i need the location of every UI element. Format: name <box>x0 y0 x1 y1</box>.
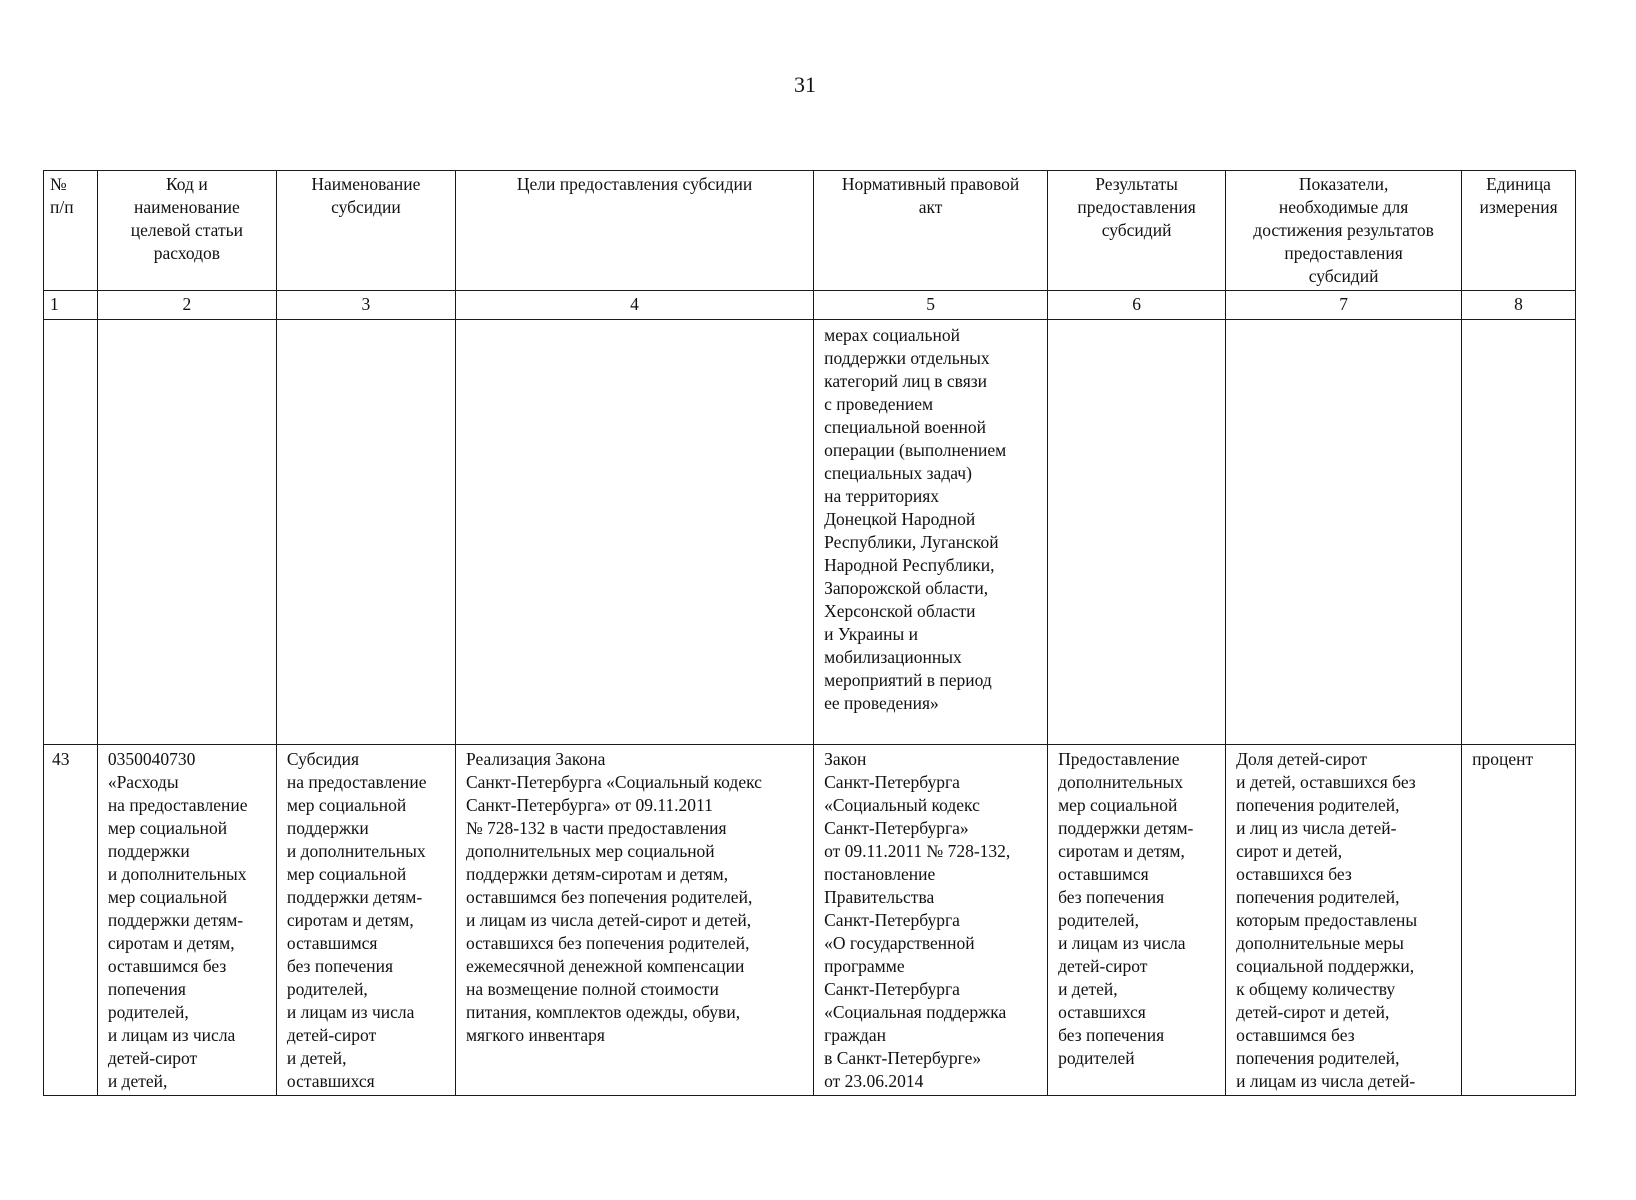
table-cell: Субсидия на предоставление мер социальной поддержки и дополнительных мер социальной поддержки детям- сиротам и детям, оставшимся без попечения родителей, и лицам из числа детей-сирот и детей, оставшихся <box>276 745 455 1096</box>
table-row <box>44 745 1576 1096</box>
table-cell: Предоставление дополнительных мер социальной поддержки детям- сиротам и детям, оставшимся без попечения родителей, и лицам из числа детей-сирот и детей, оставшихся без попечения родителей <box>1048 745 1226 1096</box>
table-cell: Доля детей-сирот и детей, оставшихся без попечения родителей, и лиц из числа детей- сирот и детей, оставшихся без попечения родителей, которым предоставлены дополнительные меры социальной поддержки, к общему количеству детей-сирот и детей, оставшимся без попечения родителей, и лицам из числа детей- <box>1226 745 1462 1096</box>
header-cell-unit: Единица измерения <box>1462 171 1576 291</box>
table-cell <box>1226 320 1462 745</box>
table-cell: Закон Санкт-Петербурга «Социальный кодекс Санкт-Петербурга» от 09.11.2011 № 728-132, постановление Правительства Санкт-Петербурга «О государственной программе Санкт-Петербурга «Социальная поддержка граждан в Санкт-Петербурге» от 23.06.2014 <box>814 745 1048 1096</box>
column-number: 7 <box>1226 291 1462 320</box>
table-cell <box>97 320 276 745</box>
header-cell-code: Код и наименование целевой статьи расходов <box>97 171 276 291</box>
table-cell <box>455 320 813 745</box>
table-row <box>44 320 1576 745</box>
column-number: 4 <box>455 291 813 320</box>
table-cell: 43 <box>44 745 98 1096</box>
column-number: 5 <box>814 291 1048 320</box>
column-number: 3 <box>276 291 455 320</box>
table-cell <box>276 320 455 745</box>
header-cell-results: Результаты предоставления субсидий <box>1048 171 1226 291</box>
header-cell-subsidy-name: Наименование субсидии <box>276 171 455 291</box>
column-number: 8 <box>1462 291 1576 320</box>
subsidy-table <box>43 170 1576 1096</box>
header-cell-goals: Цели предоставления субсидии <box>455 171 813 291</box>
table-cell <box>1048 320 1226 745</box>
header-cell-indicators: Показатели, необходимые для достижения результатов предоставления субсидий <box>1226 171 1462 291</box>
table-cell: Реализация Закона Санкт-Петербурга «Социальный кодекс Санкт-Петербурга» от 09.11.2011 № 728-132 в части предоставления дополнительных мер социальной поддержки детям-сиротам и детям, оставшимся без попечения родителей, и лицам из числа детей-сирот и детей, оставшихся без попечения родителей, ежемесячной денежной компенсации на возмещение полной стоимости питания, комплектов одежды, обуви, мягкого инвентаря <box>455 745 813 1096</box>
header-row <box>44 171 1576 291</box>
table-cell: процент <box>1462 745 1576 1096</box>
column-number: 1 <box>44 291 98 320</box>
page-number: 31 <box>794 72 816 97</box>
header-cell-number: № п/п <box>44 171 98 291</box>
header-cell-legal-act: Нормативный правовой акт <box>814 171 1048 291</box>
table-cell: мерах социальной поддержки отдельных категорий лиц в связи с проведением специальной военной операции (выполнением специальных задач) на территориях Донецкой Народной Республики, Луганской Народной Республики, Запорожской области, Херсонской области и Украины и мобилизационных мероприятий в период ее проведения» <box>814 320 1048 745</box>
column-number: 6 <box>1048 291 1226 320</box>
table-cell: 0350040730 «Расходы на предоставление мер социальной поддержки и дополнительных мер социальной поддержки детям- сиротам и детям, оставшимся без попечения родителей, и лицам из числа детей-сирот и детей, <box>97 745 276 1096</box>
column-number: 2 <box>97 291 276 320</box>
column-number-row <box>44 291 1576 320</box>
table-cell <box>1462 320 1576 745</box>
table-cell <box>44 320 98 745</box>
